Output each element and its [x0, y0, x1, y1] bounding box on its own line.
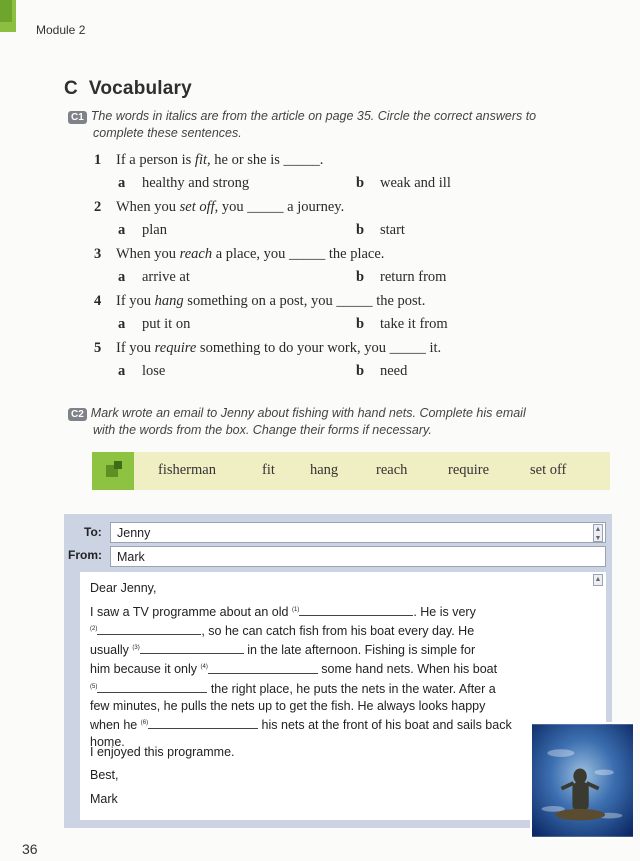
c2-instruction-line2: with the words from the box. Change their forms if necessary.	[93, 423, 432, 437]
option-letter: a	[118, 316, 126, 332]
section-title	[64, 78, 192, 100]
question-text: If a person is	[116, 152, 195, 168]
blank-6[interactable]	[148, 717, 258, 729]
blank-5[interactable]	[97, 681, 207, 693]
question-text: something on a post, you _____ the post.	[183, 293, 426, 309]
question-keyword: fit	[194, 152, 208, 168]
option-letter: b	[356, 363, 365, 379]
page-number: 36	[22, 841, 38, 857]
q2-option-b[interactable]	[356, 222, 405, 239]
question-4	[94, 293, 425, 310]
option-letter: b	[356, 316, 365, 332]
word-box-icon	[92, 452, 134, 490]
word-box-icon-square	[114, 461, 122, 469]
question-text: When you	[116, 246, 180, 262]
word-set-off: set off	[530, 462, 567, 478]
email-signature: Mark	[90, 792, 118, 806]
question-5	[94, 340, 441, 357]
to-label: To:	[84, 525, 102, 539]
question-text: If you	[116, 293, 155, 309]
option-letter: b	[356, 269, 365, 285]
blank-3[interactable]	[140, 642, 244, 654]
blank-number: (1)	[291, 607, 300, 613]
question-1	[94, 152, 323, 169]
question-text: , he or she is _____.	[207, 152, 324, 168]
question-text: If you	[116, 340, 155, 356]
email-line: home.	[90, 734, 125, 749]
from-field[interactable]: Mark	[110, 546, 606, 567]
word-reach: reach	[376, 462, 408, 478]
email-closing-line: I enjoyed this programme.	[90, 745, 235, 759]
option-letter: a	[118, 222, 126, 238]
email-text: in the late afternoon. Fishing is simple for	[243, 643, 476, 658]
question-text: When you	[116, 199, 180, 215]
section-letter: C	[64, 78, 78, 99]
option-letter: a	[118, 269, 126, 285]
option-letter: b	[356, 175, 365, 191]
question-keyword: require	[154, 340, 197, 356]
word-hang: hang	[310, 462, 339, 478]
blank-4[interactable]	[208, 662, 318, 674]
option-letter: a	[118, 175, 126, 191]
email-text: . He is very	[413, 605, 476, 620]
email-text: him because it only	[90, 662, 201, 677]
q2-option-a[interactable]	[118, 222, 167, 239]
word-fisherman: fisherman	[158, 462, 216, 478]
email-paragraph	[90, 602, 570, 751]
q1-option-a[interactable]	[118, 175, 249, 192]
c1-instruction-line2: complete these sentences.	[93, 126, 242, 140]
email-line: few minutes, he pulls the nets up to get the fish. He always looks happy	[90, 698, 486, 713]
fisherman-photo	[530, 722, 635, 839]
q1-option-b[interactable]	[356, 175, 451, 192]
option-text: start	[380, 222, 405, 238]
email-text: some hand nets. When his boat	[317, 662, 498, 677]
email-line	[90, 602, 570, 621]
blank-number: (3)	[132, 645, 140, 652]
c2-badge: C2	[68, 408, 87, 421]
q4-option-a[interactable]	[118, 316, 190, 333]
question-text: something to do your work, you _____ it.	[196, 340, 442, 356]
question-3	[94, 246, 384, 263]
q4-option-b[interactable]	[356, 316, 448, 333]
email-text: the right place, he puts the nets in the water. After a	[207, 681, 496, 696]
question-keyword: reach	[179, 246, 213, 262]
question-text: a place, you _____ the place.	[212, 246, 385, 262]
blank-number: (6)	[140, 719, 149, 726]
word-box	[92, 452, 610, 490]
blank-1[interactable]	[299, 604, 413, 616]
to-field[interactable]: Jenny	[110, 522, 606, 543]
module-label: Module 2	[36, 23, 86, 37]
c2-instruction	[68, 405, 526, 439]
option-text: lose	[142, 363, 166, 379]
blank-number: (2)	[90, 626, 98, 633]
email-greeting: Dear Jenny,	[90, 581, 157, 595]
blank-number: (4)	[200, 664, 208, 671]
question-number: 5	[94, 340, 102, 356]
q3-option-a[interactable]	[118, 269, 190, 286]
email-text: his nets at the front of his boat and sails back	[258, 717, 512, 732]
question-number: 4	[94, 293, 102, 309]
question-text: , you _____ a journey.	[214, 199, 345, 215]
email-text: usually	[90, 643, 133, 658]
option-letter: a	[118, 363, 126, 379]
option-text: return from	[380, 269, 447, 285]
email-text: , so he can catch fish from his boat every day. He	[201, 624, 475, 639]
option-text: arrive at	[142, 269, 190, 285]
option-text: need	[380, 363, 408, 379]
email-line	[90, 621, 570, 640]
option-text: take it from	[380, 316, 448, 332]
option-text: plan	[142, 222, 167, 238]
question-number: 2	[94, 199, 102, 215]
blank-2[interactable]	[97, 623, 201, 635]
question-number: 3	[94, 246, 102, 262]
word-require: require	[448, 462, 490, 478]
q3-option-b[interactable]	[356, 269, 446, 286]
question-number: 1	[94, 152, 102, 168]
question-keyword: set off	[179, 199, 215, 215]
to-scroll-icon[interactable]: ▲ ▼	[594, 526, 602, 542]
q5-option-a[interactable]	[118, 363, 165, 380]
question-keyword: hang	[154, 293, 184, 309]
c1-instruction-line1: The words in italics are from the article on page 35. Circle the correct answers to	[90, 109, 537, 123]
email-line	[90, 659, 570, 678]
from-label: From:	[68, 548, 102, 562]
q5-option-b[interactable]	[356, 363, 407, 380]
c1-instruction	[68, 108, 536, 142]
email-text: when he	[90, 717, 141, 732]
email-line	[90, 715, 570, 734]
blank-number: (5)	[90, 683, 98, 690]
section-title-text: Vocabulary	[88, 78, 192, 99]
email-line	[90, 640, 570, 659]
email-line	[90, 679, 570, 698]
option-text: healthy and strong	[142, 175, 250, 191]
c1-badge: C1	[68, 111, 87, 124]
option-text: put it on	[142, 316, 191, 332]
c2-instruction-line1: Mark wrote an email to Jenny about fishing with hand nets. Complete his email	[90, 406, 526, 420]
option-letter: b	[356, 222, 365, 238]
word-fit: fit	[262, 462, 275, 478]
corner-tab-inner	[0, 0, 12, 22]
body-scroll-icon[interactable]: ▲	[593, 574, 603, 586]
option-text: weak and ill	[380, 175, 451, 191]
question-2	[94, 199, 344, 216]
email-text: I saw a TV programme about an old	[90, 605, 292, 620]
email-sign-off: Best,	[90, 768, 119, 782]
